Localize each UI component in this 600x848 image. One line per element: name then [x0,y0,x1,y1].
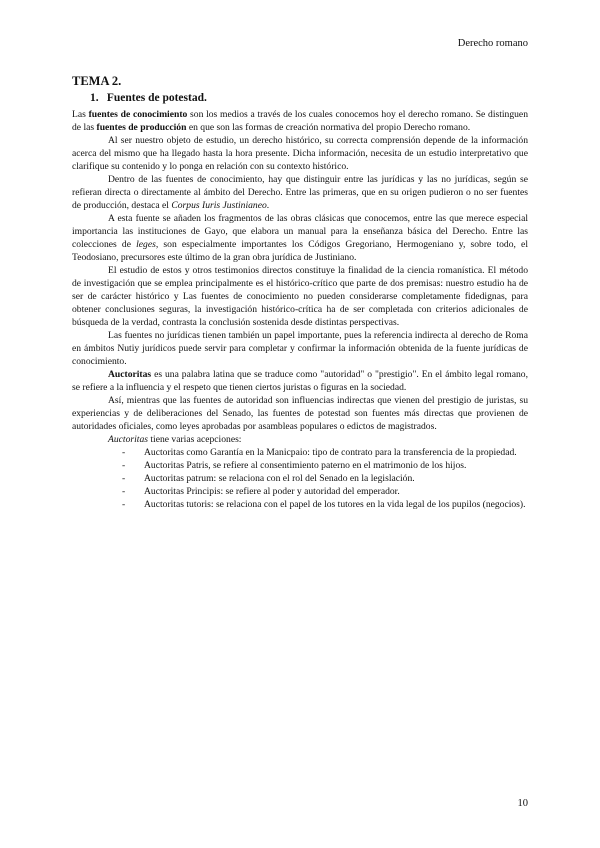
running-header: Derecho romano [457,38,528,49]
text-run: es una palabra latina que se traduce como "autoridad" o "prestigio". En el ámbito legal romano, se refiere a la influencia y el respeto que tienen ciertos juristas o figuras en la sociedad. [72,369,528,393]
list-item-text: Auctoritas Patris, se refiere al consentimiento paterno en el matrimonio de los hijos. [144,460,467,471]
list-item-text: Auctoritas tutoris: se relaciona con el papel de los tutores en la vida legal de los pupilos (negocios). [144,499,526,510]
acepciones-list [72,446,528,511]
paragraph-auctoritas [72,368,528,394]
text-run: Las [72,109,89,120]
paragraph-fuentes-potestad: Así, mientras que las fuentes de autoridad son influencias indirectas que vienen del prestigio de juristas, su experiencias y de deliberaciones del Senado, las fuentes de potestad son fuentes más directas que provienen de autoridades oficiales, como leyes aprobadas por asambleas populares o edictos de magistrados. [72,395,528,432]
list-bullet: - [122,460,126,471]
bold-term: fuentes de conocimiento [88,109,188,120]
text-run: . [266,200,270,211]
text-run: en que son las formas de creación normativa del propio Derecho romano. [186,122,471,133]
paragraph-fragmentos [72,212,528,264]
bold-term: Auctoritas [108,369,152,380]
section-heading [90,91,528,105]
text-run: A esta fuente se añaden los fragmentos de las obras clásicas que conocemos, entre las que merece especial importancia las instituciones de Gayo, que elabora un manual para la enseñanza básica del Derecho. Entre las colecciones de [72,213,528,250]
list-bullet: - [122,486,126,497]
italic-term: Auctoritas [108,434,148,445]
italic-term: leges, [136,239,159,250]
paragraph-acepciones-intro [72,433,528,446]
paragraph-objeto-estudio: Al ser nuestro objeto de estudio, un derecho histórico, su correcta comprensión depende de la información acerca del mismo que ha llegado hasta la hora presente. Dicha información, necesita de un estudio interpretativo que clarifique su contenido y lo ponga en relación con su contexto histórico. [72,135,528,172]
chapter-title: TEMA 2. [72,74,122,88]
text-run: son especialmente importantes los Códigos Gregoriano, Hermogeniano y, sobre todo, el Teodosiano, precursores este último de la gran obra jurídica de Justiniano. [72,239,528,263]
list-item [122,446,528,459]
section-number: 1. [90,92,99,104]
bold-term: fuentes de producción [96,122,187,133]
list-item-text: Auctoritas Principis: se refiere al poder y autoridad del emperador. [144,486,400,497]
list-bullet: - [122,473,126,484]
list-bullet: - [122,447,126,458]
paragraph-estudio-testimonios: El estudio de estos y otros testimonios directos constituye la finalidad de la ciencia romanística. El método de investigación que se emplea principalmente es el histórico-crítico que parte de dos premisas: nuestro estudio ha de ser de carácter histórico y Las fuentes de conocimiento no pueden considerarse completamente fidedignas, para obtener conclusiones seguras, la investigación histórico-crítica ha de ser completada con criterios adicionales de búsqueda de la verdad, contrasta la conclusión sostenida desde distintas perspectivas. [72,265,528,328]
paragraph-no-juridicas: Las fuentes no jurídicas tienen también un papel importante, pues la referencia indirecta al derecho de Roma en ámbitos Nutiy jurídicos puede servir para completar y confirmar la información obtenida de la fuente jurídicas de conocimiento. [72,330,528,367]
text-run: son los medios a través de los cuales conocemos hoy el derecho romano. Se distinguen de las [72,109,528,133]
list-item [122,498,528,511]
list-bullet: - [122,499,126,510]
paragraph-juridicas [72,173,528,212]
list-item [122,472,528,485]
paragraph-fuentes-conocimiento [72,108,528,134]
italic-term: Corpus Iuris Justinianeo [171,200,267,211]
text-run: tiene varias acepciones: [147,434,242,445]
list-item-text: Auctoritas como Garantía en la Manicpaio: tipo de contrato para la transferencia de la propiedad. [144,447,517,458]
text-run: Dentro de las fuentes de conocimiento, hay que distinguir entre las jurídicas y las no jurídicas, según se refieran directa o directamente al ámbito del Derecho. Entre las primeras, que en su origen pudieron o no ser fuentes de producción, destaca el [72,174,528,211]
list-item [122,485,528,498]
list-item [122,459,528,472]
section-title: Fuentes de potestad. [106,92,207,104]
page-number: 10 [517,798,528,809]
page-content [72,74,528,511]
list-item-text: Auctoritas patrum: se relaciona con el rol del Senado en la legislación. [144,473,415,484]
